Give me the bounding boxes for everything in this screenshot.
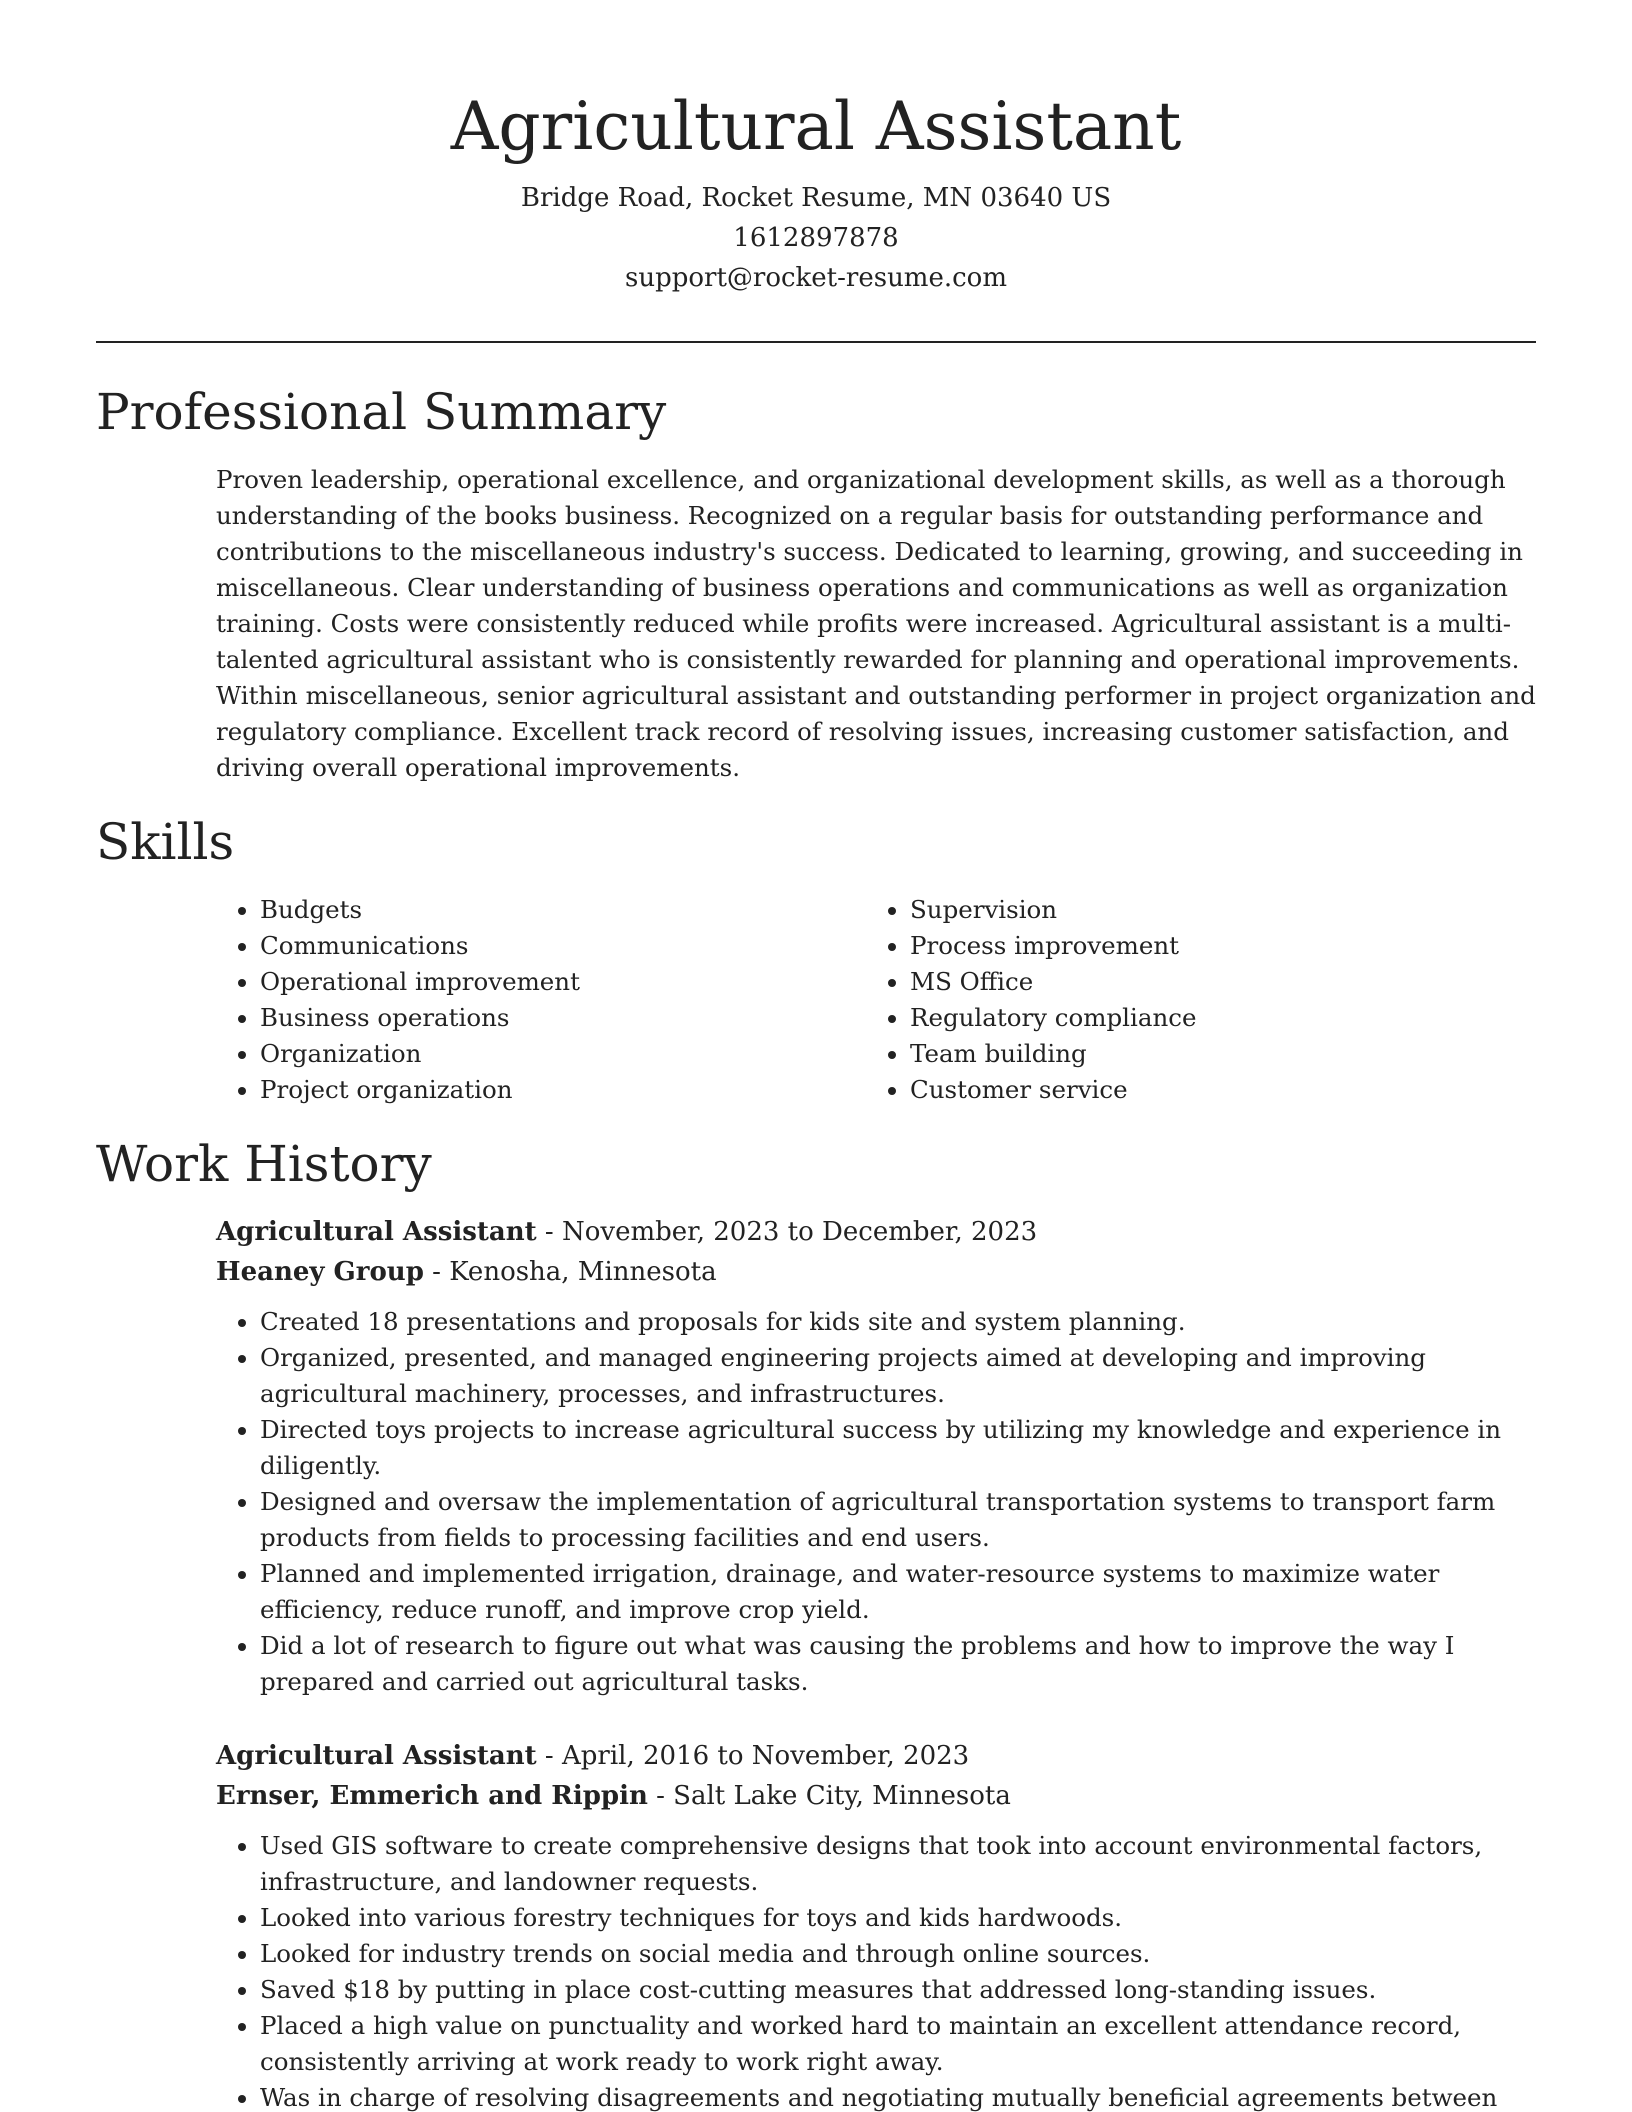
header-divider <box>96 341 1536 343</box>
skills-column-2 <box>866 892 1516 1108</box>
job-duties <box>216 1828 1536 2112</box>
candidate-name: Agricultural Assistant <box>450 88 1182 165</box>
job-location: - Salt Lake City, Minnesota <box>647 1781 1011 1811</box>
phone-number: 1612897878 <box>733 223 899 253</box>
skill-item: • Process improvement <box>910 928 1516 964</box>
job-employer <box>216 1776 1536 1816</box>
duty-item: • Did a lot of research to figure out what was causing the problems and how to improve the way I prepared and carried out agricultural tasks. <box>260 1628 1536 1700</box>
job-employer <box>216 1252 1536 1292</box>
duty-item: • Saved $18 by putting in place cost-cutting measures that addressed long-standing issues. <box>260 1972 1536 2008</box>
skill-item: • Regulatory compliance <box>910 1000 1516 1036</box>
resume-header <box>96 82 1536 298</box>
job-dates: - April, 2016 to November, 2023 <box>536 1741 970 1771</box>
duty-item: • Placed a high value on punctuality and worked hard to maintain an excellent attendance record, consistently arriving at work ready to work right away. <box>260 2008 1536 2080</box>
company-name: Ernser, Emmerich and Rippin <box>216 1781 648 1811</box>
skill-item: • Operational improvement <box>260 964 866 1000</box>
duty-item: • Used GIS software to create comprehensive designs that took into account environmental factors, infrastructure, and landowner requests. <box>260 1828 1536 1900</box>
skills-list <box>216 892 1536 1108</box>
skill-item: • Team building <box>910 1036 1516 1072</box>
skill-item: • Supervision <box>910 892 1516 928</box>
skill-item: • Business operations <box>260 1000 866 1036</box>
skills-column-1 <box>216 892 866 1108</box>
job-entry <box>216 1212 1536 1700</box>
duty-item: • Planned and implemented irrigation, drainage, and water-resource systems to maximize water efficiency, reduce runoff, and improve crop yield. <box>260 1556 1536 1628</box>
email-address: support@rocket-resume.com <box>624 263 1007 293</box>
job-header <box>216 1212 1536 1252</box>
skill-item: • Project organization <box>260 1072 866 1108</box>
skills-heading: Skills <box>96 813 235 871</box>
duty-item: • Designed and oversaw the implementation of agricultural transportation systems to transport farm products from fields to processing facilities and end users. <box>260 1484 1536 1556</box>
job-duties <box>216 1304 1536 1700</box>
duty-item: • Looked for industry trends on social media and through online sources. <box>260 1936 1536 1972</box>
duty-item: • Organized, presented, and managed engineering projects aimed at developing and improving agricultural machinery, processes, and infrastructures. <box>260 1340 1536 1412</box>
skill-item: • Budgets <box>260 892 866 928</box>
skill-item: • Customer service <box>910 1072 1516 1108</box>
job-entry <box>216 1736 1536 2112</box>
skill-item: • MS Office <box>910 964 1516 1000</box>
summary-text: Proven leadership, operational excellence, and organizational development skills, as well as a thorough understanding of the books business. Recognized on a regular basis for outstanding performance and contributions to the miscellaneous industry's success. Dedicated to learning, growing, and succeeding in miscellaneous. Clear understanding of business operations and communications as well as organization training. Costs were consistently reduced while profits were increased. Agricultural assistant is a multi-talented agricultural assistant who is consistently rewarded for planning and operational improvements. Within miscellaneous, senior agricultural assistant and outstanding performer in project organization and regulatory compliance. Excellent track record of resolving issues, increasing customer satisfaction, and driving overall operational improvements. <box>216 465 1536 782</box>
address: Bridge Road, Rocket Resume, MN 03640 US <box>520 183 1112 213</box>
summary-heading: Professional Summary <box>96 383 667 441</box>
job-title: Agricultural Assistant <box>216 1741 537 1771</box>
duty-item: • Created 18 presentations and proposals for kids site and system planning. <box>260 1304 1536 1340</box>
skill-item: • Communications <box>260 928 866 964</box>
company-name: Heaney Group <box>216 1257 424 1287</box>
job-dates: - November, 2023 to December, 2023 <box>536 1217 1038 1247</box>
duty-item: • Looked into various forestry techniques for toys and kids hardwoods. <box>260 1900 1536 1936</box>
duty-item: • Directed toys projects to increase agricultural success by utilizing my knowledge and experience in diligently. <box>260 1412 1536 1484</box>
job-header <box>216 1736 1536 1776</box>
work-history-heading: Work History <box>96 1135 432 1193</box>
skill-item: • Organization <box>260 1036 866 1072</box>
duty-item: • Was in charge of resolving disagreements and negotiating mutually beneficial agreements between <box>260 2080 1536 2112</box>
job-title: Agricultural Assistant <box>216 1217 537 1247</box>
job-location: - Kenosha, Minnesota <box>423 1257 717 1287</box>
